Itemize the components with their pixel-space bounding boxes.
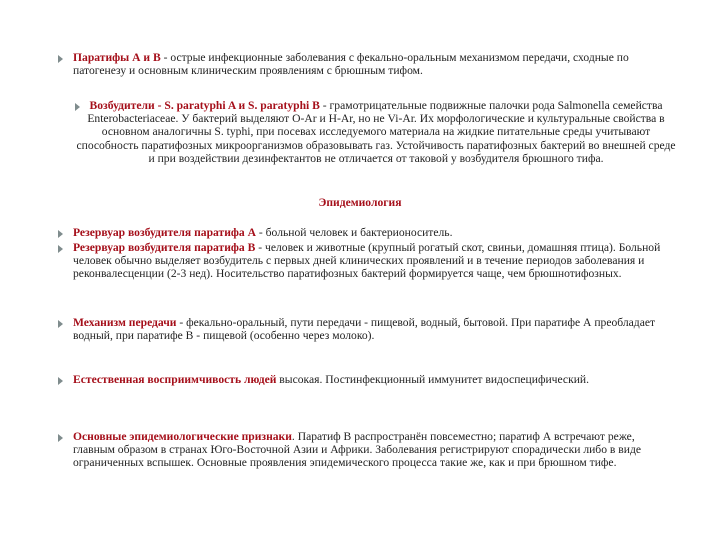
bullet-icon — [58, 230, 63, 238]
pathogens-text: - грамотрицательные подвижные палочки рода Salmonella семейства Enterobacteriaceae. У бактерий выделяют O-Ar и H-Ar, но не Vi-Ar. Их морфологические и культуральные свойства в основном аналогичны S. typhi, при посевах исследуемого материала на жидкие питательные среды учитывают способность паратифозных микроорганизмов образовывать газ. Устойчивость паратифозных бактерий во внешней среде и при воздействии дезинфектантов не отличается от таковой у возбудителя брюшного тифа. — [76, 99, 676, 165]
term-pathogens: Возбудители - S. paratyphi A и S. paratyphi В — [89, 99, 320, 112]
bullet-icon — [58, 55, 63, 63]
term-reservoir-a: Резервуар возбудителя паратифа А — [73, 226, 256, 239]
epidemiology-text: . Паратиф В распространён повсеместно; паратиф А встречают реже, главным образом в странах Юго-Восточной Азии и Африки. Заболевания регистрируют спорадически либо в виде ограниченных вспышек. Основные проявления эпидемического процесса такие же, как и при брюшном тифе. — [73, 430, 641, 470]
term-transmission: Механизм передачи — [73, 316, 177, 329]
bullet-icon — [58, 320, 63, 328]
paragraph-definition — [73, 51, 683, 77]
term-paratyphoid: Паратифы А и В — [73, 51, 161, 64]
term-epidemiology: Основные эпидемиологические признаки — [73, 430, 292, 443]
transmission-text: - фекально-оральный, пути передачи - пищевой, водный, бытовой. При паратифе А преобладает водный, при паратифе В - пищевой (особенно через молоко). — [73, 316, 656, 343]
definition-text: - острые инфекционные заболевания с фекально-оральным механизмом передачи, сходные по патогенезу и основным клиническим проявлениям с брюшным тифом. — [73, 51, 629, 78]
paragraph-epidemiology — [73, 430, 658, 470]
paragraph-reservoir-a — [73, 226, 683, 239]
bullet-icon — [58, 377, 63, 385]
term-susceptibility: Естественная восприимчивость людей — [73, 373, 277, 386]
reservoir-b-text: - человек и животные (крупный рогатый скот, свиньи, домашняя птица). Больной человек обычно выделяет возбудитель с первых дней клинических проявлений и в течение периодов заболевания и реконвалесценции (2-3 нед). Носительство паратифозных бактерий формируется чаще, чем брюшнотифозных. — [73, 241, 661, 281]
bullet-icon — [58, 245, 63, 253]
section-heading: Эпидемиология — [318, 196, 402, 209]
paragraph-pathogens — [74, 99, 678, 165]
susceptibility-text: высокая. Постинфекционный иммунитет видоспецифический. — [276, 373, 590, 386]
paragraph-susceptibility — [73, 373, 613, 386]
paragraph-transmission — [73, 316, 658, 342]
term-reservoir-b: Резервуар возбудителя паратифа В — [73, 241, 256, 254]
reservoir-a-text: - больной человек и бактерионоситель. — [256, 226, 453, 239]
bullet-icon — [58, 434, 63, 442]
paragraph-reservoir-b — [73, 241, 663, 281]
